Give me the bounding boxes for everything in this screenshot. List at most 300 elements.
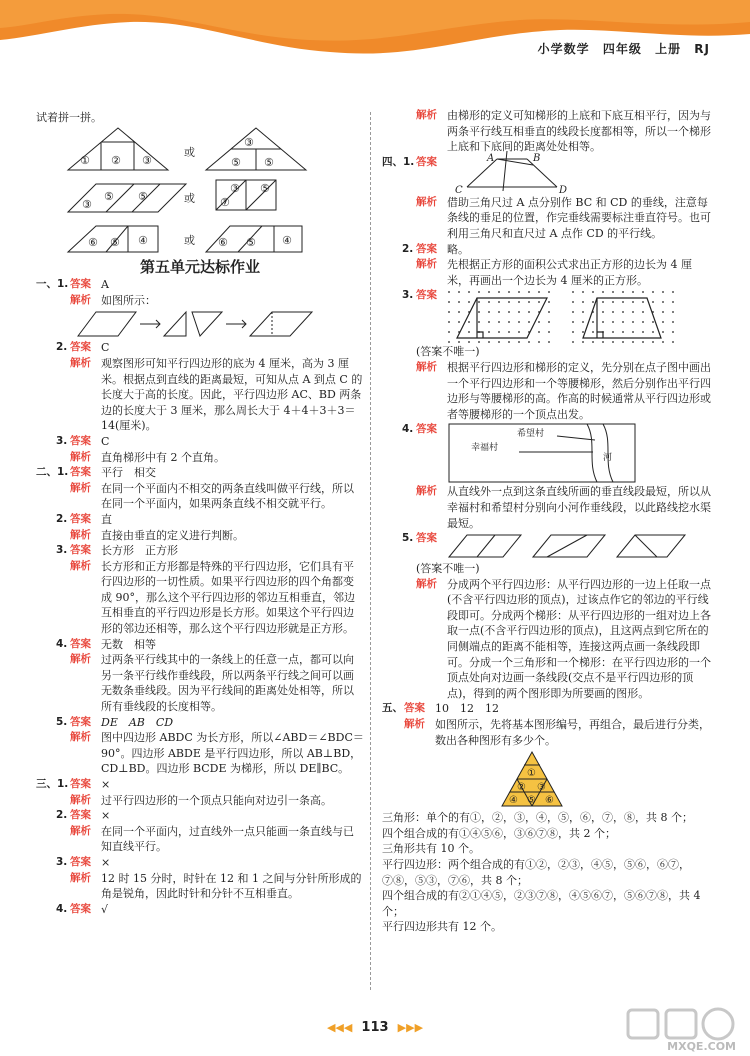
q4-1-answer [382, 152, 712, 195]
answer-label: 答案 [70, 715, 91, 728]
grid-dot [642, 311, 644, 313]
grid-dot [488, 291, 490, 293]
q5-count-list [382, 810, 712, 935]
grid-dot [572, 331, 574, 333]
grid-dot [498, 341, 500, 343]
grid-dot [672, 311, 674, 313]
q3-4-answer [36, 902, 364, 918]
q1-2-analysis-text: 观察图形可知平行四边形的底为 4 厘米，高为 3 厘米。根据点到直线的距离最短，可知从点 A 到点 C 的长度大于高的长度。因此，平行四边形 AC、BD 两条边的长度大于 3 厘米，那么周长大于 4＋4＋3＋3＝14(厘米)。 [101, 356, 363, 433]
piece-label-5e: ⑤ [138, 189, 148, 203]
dot-grid-left [448, 291, 550, 343]
analysis-label: 解析 [70, 871, 91, 884]
grid-dot [528, 321, 530, 323]
grid-dot [652, 341, 654, 343]
q1-3-number: 3. [56, 434, 68, 447]
q2-2-analysis [36, 528, 364, 544]
grid-dot [622, 331, 624, 333]
q2-1-answer-text: 平行 相交 [101, 466, 156, 480]
piece-label-5h: ⑤ [246, 235, 256, 249]
q4-5-note: (答案不唯一) [416, 562, 480, 576]
q1-2-analysis [36, 356, 364, 434]
answer-label: 答案 [416, 423, 437, 436]
q3-1-analysis [36, 793, 364, 809]
grid-dot [602, 341, 604, 343]
grid-dot [632, 341, 634, 343]
grid-dot [612, 331, 614, 333]
tri-label-3: ③ [537, 782, 546, 794]
answer-label: 答案 [70, 544, 91, 557]
grid-dot [478, 311, 480, 313]
answer-label: 答案 [416, 242, 437, 255]
grid-dot [538, 301, 540, 303]
grid-dot [478, 321, 480, 323]
q5-answer-text: 10 12 12 [435, 702, 499, 716]
q2-3-answer-text: 长方形 正方形 [101, 544, 178, 558]
grid-dot [548, 311, 550, 313]
count-line-6: 平行四边形共有 12 个。 [382, 920, 502, 934]
grid-dot [622, 341, 624, 343]
grid-dot [612, 291, 614, 293]
grid-dot [632, 291, 634, 293]
count-line-4: 平行四边形：两个组合成的有①②，②③，④⑤，⑤⑥，⑥⑦，⑦⑧，⑤③，⑦⑥，共 8 个； [382, 858, 690, 887]
grid-dot [468, 341, 470, 343]
q2-1-number: 二、1. [36, 466, 69, 479]
grid-dot [632, 311, 634, 313]
q1-3-analysis-text: 直角梯形中有 2 个直角。 [101, 450, 225, 464]
q1-3-answer-text: C [101, 434, 110, 448]
q5-analysis [382, 717, 712, 748]
answer-label: 答案 [70, 466, 91, 479]
grid-dot [592, 341, 594, 343]
grid-dot [662, 301, 664, 303]
header-grade: 四年级 [602, 42, 642, 56]
q2-3-analysis-text: 长方形和正方形都是特殊的平行四边形，它们具有平行四边形的一切性质。如果平行四边形的四个角都变成 90°，那么这个平行四边形的邻边互相垂直，邻边互相垂直的平行四边形是长方形。如果这个平行四边形的邻边还相等，那么这个平行四边形就是正方形。 [101, 559, 355, 636]
grid-dot [518, 321, 520, 323]
grid-dot [592, 331, 594, 333]
analysis-label: 解析 [416, 577, 437, 590]
piece-label-4g: ④ [138, 233, 148, 247]
q2-1-analysis-text: 在同一个平面内不相交的两条直线叫做平行线，所以在同一个平面内，如果两条直线不相交就平行。 [101, 481, 354, 511]
q2-5-answer-text: DE AB CD [101, 715, 174, 729]
header-banner [0, 0, 750, 62]
grid-dot [548, 331, 550, 333]
q3-2-answer-text: × [101, 809, 111, 823]
grid-dot [548, 341, 550, 343]
answer-label: 答案 [416, 289, 437, 302]
tri-label-4: ④ [509, 795, 518, 807]
tri-label-6: ⑥ [545, 795, 554, 807]
q1-3-answer [36, 434, 364, 450]
q4-2-analysis [382, 257, 712, 288]
grid-dot [488, 301, 490, 303]
grid-dot [448, 301, 450, 303]
grid-dot [612, 311, 614, 313]
grid-dot [458, 321, 460, 323]
piece-label-5c: ⑤ [264, 155, 274, 169]
q3-3-analysis-text: 12 时 15 分时，时针在 12 和 1 之间与分针所形成的角是锐角，因此时针和分针不互相垂直。 [101, 871, 362, 901]
grid-dot [662, 311, 664, 313]
grid-dot [548, 301, 550, 303]
count-line-3: 三角形共有 10 个。 [382, 842, 480, 856]
analysis-label: 解析 [70, 450, 91, 463]
q2-4-answer [36, 637, 364, 653]
grid-dot [662, 331, 664, 333]
grid-dot [642, 341, 644, 343]
q2-5-number: 5. [56, 715, 68, 728]
analysis-label: 解析 [70, 528, 91, 541]
grid-dot [572, 341, 574, 343]
piece-label-1a: ① [80, 153, 90, 167]
grid-dot [622, 321, 624, 323]
grid-dot [448, 331, 450, 333]
analysis-label: 解析 [70, 793, 91, 806]
grid-dot [602, 311, 604, 313]
grid-dot [458, 301, 460, 303]
grid-dot [642, 331, 644, 333]
grid-dot [612, 301, 614, 303]
header-volume: 上册 [655, 42, 682, 56]
grid-dot [602, 291, 604, 293]
q5-analysis-text: 如图所示，先将基本图形编号，再组合，最后进行分类，数出各种图形有多少个。 [435, 718, 710, 747]
grid-dot [672, 331, 674, 333]
q3-3-answer-text: × [101, 855, 111, 869]
grid-dot [672, 301, 674, 303]
point-C: C [455, 184, 463, 195]
q5-answer [382, 701, 712, 717]
q4-5-answer [382, 531, 712, 561]
q2-5-analysis [36, 730, 364, 777]
q4-4-number: 4. [402, 423, 414, 436]
grid-dot [518, 311, 520, 313]
grid-dot [518, 331, 520, 333]
grid-dot [488, 331, 490, 333]
q1-1-answer [36, 277, 364, 293]
piece-label-6g: ⑥ [88, 235, 98, 249]
q2-1-answer [36, 465, 364, 481]
q4-2-answer-text: 略。 [447, 242, 469, 256]
analysis-label: 解析 [70, 731, 91, 744]
q1-1-answer-text: A [101, 278, 109, 292]
q3-2-analysis [36, 824, 364, 855]
grid-dot [508, 341, 510, 343]
grid-dot [582, 341, 584, 343]
q3-2-number: 2. [56, 809, 68, 822]
piece-label-5d: ⑤ [104, 189, 114, 203]
piece-label-2a: ② [111, 153, 121, 167]
q4-1-analysis [382, 195, 712, 242]
grid-dot [672, 321, 674, 323]
q3-3-analysis [36, 871, 364, 902]
grid-dot [468, 321, 470, 323]
grid-dot [448, 341, 450, 343]
grid-dot [642, 301, 644, 303]
grid-dot [508, 321, 510, 323]
count-line-1: 三角形：单个的有①，②，③，④，⑤，⑥，⑦，⑧，共 8 个； [382, 811, 693, 825]
q1-3-analysis [36, 450, 364, 466]
tri-label-1: ① [527, 768, 536, 780]
grid-dot [572, 291, 574, 293]
grid-dot [572, 301, 574, 303]
grid-dot [672, 341, 674, 343]
analysis-label: 解析 [404, 718, 425, 731]
grid-dot [528, 311, 530, 313]
header-book-info [530, 40, 710, 57]
grid-dot [632, 321, 634, 323]
q3-1-number: 三、1. [36, 778, 69, 790]
page-number: 113 [361, 1020, 389, 1035]
q4-3-note: (答案不唯一) [416, 345, 480, 359]
grid-dot [582, 331, 584, 333]
grid-dot [672, 291, 674, 293]
q3-3-answer [36, 855, 364, 871]
grid-dot [602, 301, 604, 303]
grid-dot [498, 331, 500, 333]
q3-3-number: 3. [56, 855, 68, 868]
grid-dot [622, 301, 624, 303]
section-title: 第五单元达标作业 [139, 257, 260, 276]
grid-dot [498, 301, 500, 303]
grid-dot [458, 341, 460, 343]
grid-dot [582, 301, 584, 303]
grid-dot [632, 301, 634, 303]
piece-label-6h: ⑥ [218, 235, 228, 249]
q2-2-answer [36, 512, 364, 528]
watermark-text: MXQE.COM [667, 1040, 736, 1053]
answer-label: 答案 [70, 809, 91, 822]
q2-3-number: 3. [56, 544, 68, 557]
analysis-label: 解析 [70, 481, 91, 494]
q4-4-analysis-text: 从直线外一点到这条直线所画的垂直线段最短，所以从幸福村和希望村分别向小河作垂线段，以此路线挖水渠最短。 [447, 485, 711, 530]
answer-label: 答案 [70, 512, 91, 525]
q2-2-number: 2. [56, 512, 68, 525]
next-arrows-icon: ▶▶▶ [397, 1021, 424, 1034]
q2-5-answer [36, 715, 364, 731]
grid-dot [652, 321, 654, 323]
q4-3-analysis-text: 根据平行四边形和梯形的定义，先分别在点子图中画出一个平行四边形和一个等腰梯形，然后分别作出平行四边形与等腰梯形的高。作高的时候通常从平行四边形或者等腰梯形的一个顶点出发。 [447, 360, 711, 421]
grid-dot [458, 311, 460, 313]
q2-5-analysis-text: 图中四边形 ABDC 为长方形，所以∠ABD＝∠BDC＝90°。四边形 ABDE 是平行四边形，所以 AB⊥BD，CD⊥BD。四边形 BCDE 为梯形，所以 DE∥BC。 [101, 731, 364, 776]
q4-5-number: 5. [402, 532, 414, 545]
q2-3-answer [36, 543, 364, 559]
analysis-label: 解析 [416, 485, 437, 498]
q2-1-analysis [36, 481, 364, 512]
grid-dot [518, 301, 520, 303]
grid-dot [538, 291, 540, 293]
piece-label-5g: ⑤ [110, 235, 120, 249]
q4-1-analysis-text: 借助三角尺过 A 点分别作 BC 和 CD 的垂线，注意每条线的垂足的位置，作完垂线需要标注垂直符号。也可利用三角尺和直尺过 A 点作 CD 的平行线。 [447, 195, 711, 240]
grid-dot [622, 291, 624, 293]
analysis-label: 解析 [70, 824, 91, 837]
grid-dot [642, 321, 644, 323]
place-xiwang: 希望村 [517, 429, 545, 440]
q5-triangle-figure [382, 748, 712, 810]
grid-dot [498, 291, 500, 293]
grid-dot [468, 331, 470, 333]
grid-dot [662, 341, 664, 343]
analysis-label: 解析 [416, 195, 437, 208]
q5-number: 五、 [382, 702, 403, 715]
q2-2-answer-text: 直 [101, 512, 112, 526]
header-subject: 小学数学 [537, 42, 590, 56]
q2-4-number: 4. [56, 637, 68, 650]
q2-4-answer-text: 无数 相等 [101, 637, 156, 651]
answer-label: 答案 [70, 778, 91, 790]
grid-dot [572, 321, 574, 323]
piece-label-4h: ④ [282, 233, 292, 247]
grid-dot [448, 291, 450, 293]
grid-dot [488, 321, 490, 323]
piece-label-5f: ⑤ [260, 181, 270, 195]
grid-dot [662, 321, 664, 323]
answer-label: 答案 [70, 855, 91, 868]
grid-dot [508, 331, 510, 333]
intro-text: 试着拼一拼。 [36, 111, 102, 124]
grid-dot [652, 291, 654, 293]
q3-4-number: 4. [56, 902, 68, 915]
puzzle-figures [66, 126, 394, 256]
q3-1-analysis-text: 过平行四边形的一个顶点只能向对边引一条高。 [101, 793, 332, 807]
analysis-label: 解析 [70, 293, 91, 306]
grid-dot [548, 321, 550, 323]
piece-label-3d: ③ [82, 197, 92, 211]
analysis-label: 解析 [416, 109, 437, 121]
q4-3-answer [382, 288, 712, 344]
r0-analysis [382, 108, 712, 155]
grid-dot [478, 291, 480, 293]
analysis-label: 解析 [416, 258, 437, 271]
q1-2-answer [36, 340, 364, 356]
point-A: A [487, 152, 495, 164]
grid-dot [642, 291, 644, 293]
q4-3-dot-grid-figure [447, 288, 687, 344]
grid-dot [528, 341, 530, 343]
q3-4-answer-text: √ [101, 902, 109, 916]
q2-3-analysis [36, 559, 364, 637]
q2-4-analysis [36, 652, 364, 714]
grid-dot [488, 341, 490, 343]
grid-dot [582, 311, 584, 313]
grid-dot [468, 301, 470, 303]
point-D: D [559, 184, 568, 195]
right-column [382, 108, 712, 935]
grid-dot [448, 321, 450, 323]
q4-4-analysis [382, 484, 712, 531]
place-river: 河 [603, 453, 613, 464]
answer-label: 答案 [70, 434, 91, 447]
grid-dot [518, 291, 520, 293]
piece-label-5b: ⑤ [231, 155, 241, 169]
grid-dot [582, 321, 584, 323]
prev-arrows-icon: ◀◀◀ [326, 1021, 353, 1034]
grid-dot [652, 301, 654, 303]
grid-dot [508, 301, 510, 303]
grid-dot [508, 311, 510, 313]
grid-dot [538, 331, 540, 333]
grid-dot [448, 311, 450, 313]
piece-label-3a: ③ [142, 153, 152, 167]
q4-5-analysis-text: 分成两个平行四边形：从平行四边形的一边上任取一点(不含平行四边形的顶点)，过该点作它的邻边的平行线段即可。分成两个梯形：从平行四边形的一组对边上各取一点(不含平行四边形的顶点)，且这两点到它所在的同侧端点的距离不能相等，连接这两点画一条线段即可。分成一个三角形和一个梯形：在平行四边形的一个顶点处向对边画一条线段(交点不是平行四边形的顶点)，得到的两个图形即为所要画的图形。 [447, 577, 711, 700]
or-label-3: 或 [184, 233, 195, 247]
r0-analysis-text: 由梯形的定义可知梯形的上底和下底互相平行，因为与两条平行线互相垂直的线段长度都相等，所以一个梯形上底和下底间的距离处处相等。 [447, 109, 711, 154]
analysis-label: 解析 [416, 360, 437, 373]
answer-label: 答案 [416, 155, 437, 168]
tri-label-2: ② [517, 782, 526, 794]
grid-dot [498, 321, 500, 323]
piece-label-3f: ③ [230, 181, 240, 195]
q1-1-analysis [36, 293, 364, 309]
grid-dot [468, 291, 470, 293]
q1-2-number: 2. [56, 341, 68, 354]
analysis-label: 解析 [70, 559, 91, 572]
grid-dot [612, 321, 614, 323]
q3-2-answer [36, 808, 364, 824]
q2-2-analysis-text: 直接由垂直的定义进行判断。 [101, 528, 244, 542]
or-label-1: 或 [184, 145, 195, 159]
grid-dot [478, 301, 480, 303]
tri-label-5: ⑤ [527, 795, 536, 807]
q4-2-number: 2. [402, 242, 414, 255]
answer-label: 答案 [70, 902, 91, 915]
grid-dot [612, 341, 614, 343]
grid-dot [508, 291, 510, 293]
grid-dot [652, 331, 654, 333]
grid-dot [622, 311, 624, 313]
q3-2-analysis-text: 在同一个平面内，过直线外一点只能画一条直线与已知直线平行。 [101, 824, 354, 854]
grid-dot [528, 301, 530, 303]
grid-dot [662, 291, 664, 293]
grid-dot [518, 341, 520, 343]
q1-2-answer-text: C [101, 341, 110, 355]
place-xingfu: 幸福村 [471, 443, 499, 454]
q1-1-number: 一、1. [36, 278, 69, 291]
grid-dot [538, 321, 540, 323]
q4-4-map-figure [447, 422, 637, 484]
count-line-2: 四个组合成的有①④⑤⑥，③⑥⑦⑧，共 2 个； [382, 826, 616, 840]
q2-4-analysis-text: 过两条平行线其中的一条线上的任意一点，都可以向另一条平行线作垂线段，所以两条平行线之间可以画无数条垂线段。因为平行线间的距离处处相等，所以所有垂线段的长度相等。 [101, 653, 354, 714]
header-edition: RJ [694, 42, 710, 56]
q4-4-answer [382, 422, 712, 484]
answer-label: 答案 [416, 532, 437, 545]
answer-label: 答案 [404, 702, 425, 715]
grid-dot [538, 341, 540, 343]
q4-3-number: 3. [402, 289, 414, 302]
left-column [36, 110, 364, 917]
answer-label: 答案 [70, 278, 91, 291]
analysis-label: 解析 [70, 356, 91, 369]
analysis-label: 解析 [70, 653, 91, 666]
grid-dot [548, 291, 550, 293]
grid-dot [582, 291, 584, 293]
q4-2-answer [382, 242, 712, 258]
grid-dot [498, 311, 500, 313]
dot-grid-right [572, 291, 674, 343]
q4-5-analysis [382, 577, 712, 702]
piece-label-7f: ⑦ [220, 195, 230, 209]
grid-dot [458, 291, 460, 293]
q4-1-number: 四、1. [382, 155, 415, 168]
grid-dot [572, 311, 574, 313]
grid-dot [528, 291, 530, 293]
answer-label: 答案 [70, 637, 91, 650]
grid-dot [592, 291, 594, 293]
q4-1-figure [447, 151, 587, 195]
grid-dot [592, 301, 594, 303]
q3-1-answer [36, 777, 364, 793]
grid-dot [632, 331, 634, 333]
grid-dot [592, 321, 594, 323]
grid-dot [488, 311, 490, 313]
q4-2-analysis-text: 先根据正方形的面积公式求出正方形的边长为 4 厘米，再画出一个边长为 4 厘米的正方形。 [447, 258, 692, 287]
